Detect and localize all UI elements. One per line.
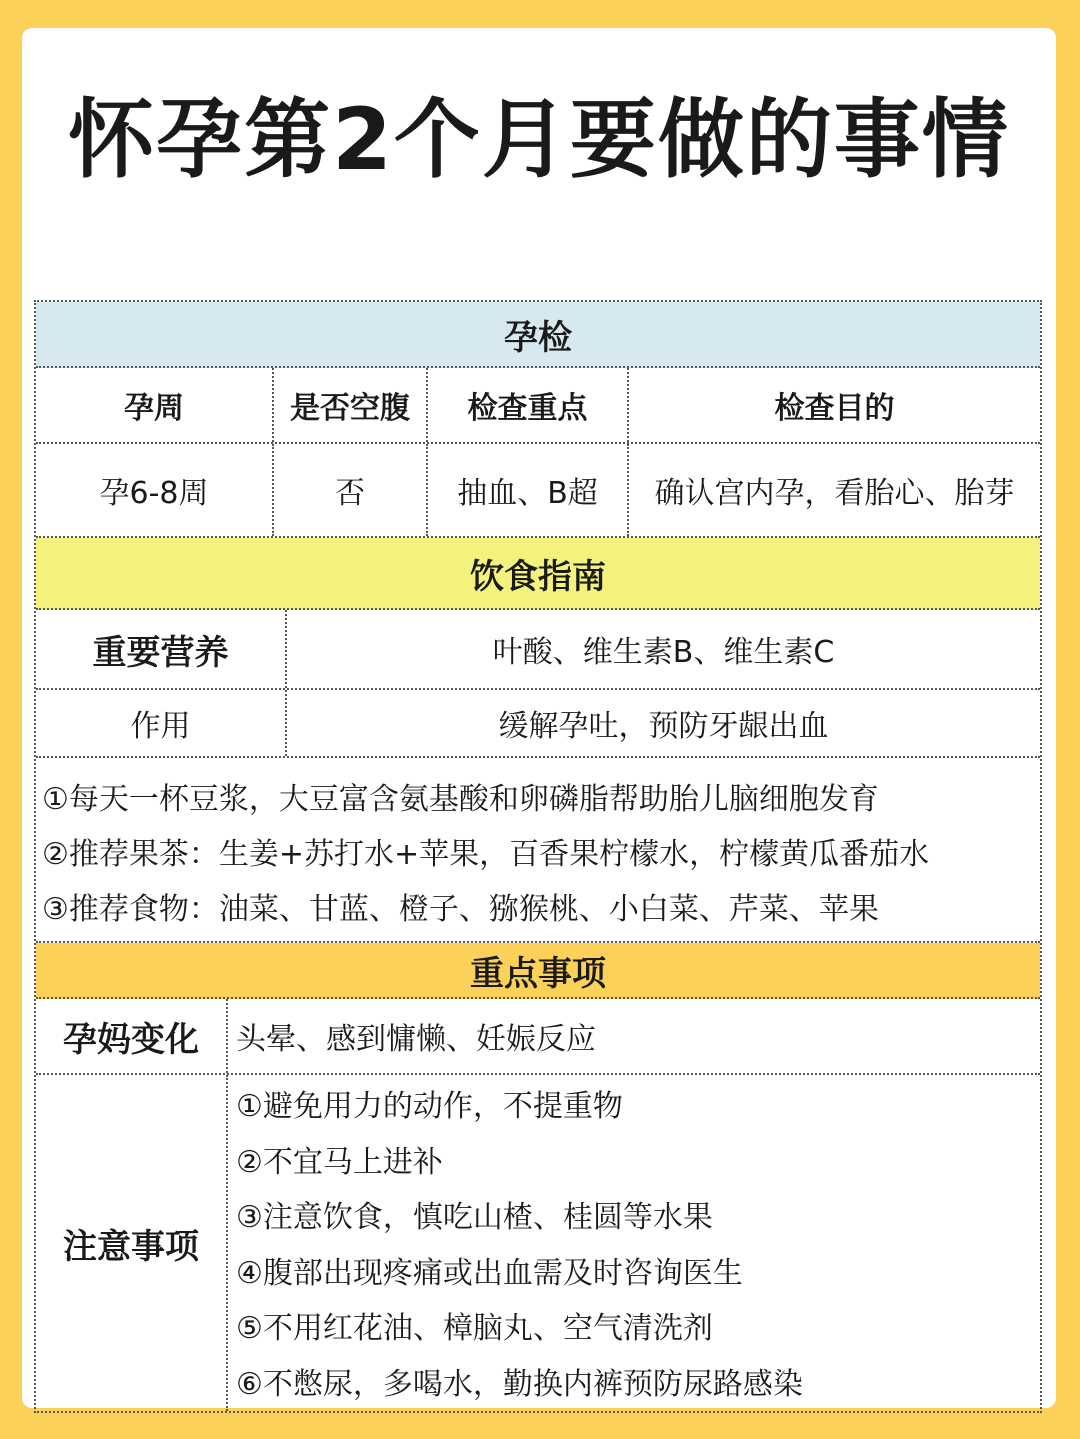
col-week: 孕周 [36, 368, 274, 442]
change-label: 孕妈变化 [36, 999, 228, 1073]
diet-tip: ③推荐食物：油菜、甘蓝、橙子、猕猴桃、小白菜、芹菜、苹果 [42, 892, 879, 927]
cell-focus: 抽血、B超 [428, 444, 629, 536]
cell-week: 孕6-8周 [36, 444, 274, 536]
diet-heading: 饮食指南 [36, 538, 1040, 610]
col-fasting: 是否空腹 [274, 368, 428, 442]
cell-purpose: 确认宫内孕，看胎心、胎芽 [654, 476, 1015, 511]
note-item: ④腹部出现疼痛或出血需及时咨询医生 [236, 1255, 743, 1291]
nutrition-value: 叶酸、维生素B、维生素C [492, 635, 835, 670]
note-item: ③注意饮食，慎吃山楂、桂圆等水果 [236, 1200, 713, 1235]
infographic-card [22, 28, 1056, 1408]
cell-fasting: 否 [274, 444, 428, 536]
checkup-heading: 孕检 [36, 302, 1040, 368]
note-item: ⑤不用红花油、樟脑丸、空气清洗剂 [236, 1311, 713, 1346]
note-item: ②不宜马上进补 [236, 1144, 443, 1180]
col-purpose: 检查目的 [774, 391, 895, 426]
diet-tip: ②推荐果茶：生姜+苏打水+苹果，百香果柠檬水，柠檬黄瓜番茄水 [42, 837, 930, 872]
diet-tip: ①每天一杯豆浆，大豆富含氨基酸和卵磷脂帮助胎儿脑细胞发育 [42, 782, 879, 817]
note-item: ①避免用力的动作，不提重物 [236, 1089, 623, 1124]
info-table [34, 300, 1042, 1413]
notes-row [36, 1075, 1040, 1411]
change-value: 头晕、感到慵懒、妊娠反应 [236, 1022, 596, 1057]
key-heading: 重点事项 [36, 943, 1040, 999]
checkup-header-row [36, 368, 1040, 444]
nutrition-row [36, 610, 1040, 690]
nutrition-label: 重要营养 [36, 610, 287, 688]
effect-value: 缓解孕吐，预防牙龈出血 [498, 709, 829, 744]
col-focus: 检查重点 [428, 368, 629, 442]
checkup-data-row [36, 444, 1040, 538]
page-title: 怀孕第2个月要做的事情 [68, 90, 1010, 190]
notes-label: 注意事项 [36, 1075, 228, 1411]
effect-row [36, 690, 1040, 758]
note-item: ⑥不憋尿，多喝水，勤换内裤预防尿路感染 [236, 1366, 803, 1402]
change-row [36, 999, 1040, 1075]
effect-label: 作用 [36, 690, 287, 756]
diet-tips [36, 758, 1040, 943]
notes-list [228, 1075, 1040, 1411]
